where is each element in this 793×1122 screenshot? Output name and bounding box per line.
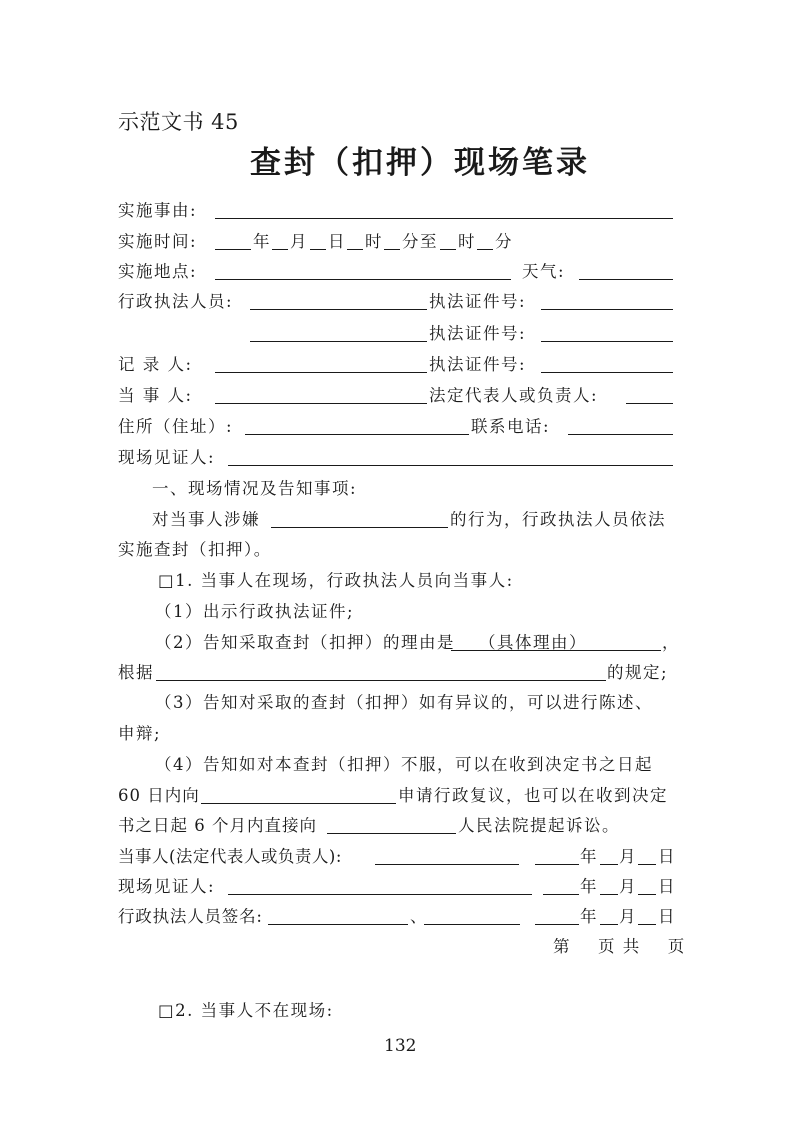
item-4-cont: 书之日起 6 个月内直接向 bbox=[118, 816, 317, 835]
month-unit: 月 bbox=[619, 877, 637, 896]
officer-signature-2-field[interactable] bbox=[424, 924, 520, 925]
page-title: 查封（扣押）现场笔录 bbox=[250, 145, 590, 181]
time-end-hour-field[interactable] bbox=[440, 249, 456, 250]
item-2-basis: 根据 bbox=[118, 663, 154, 682]
place-field[interactable] bbox=[215, 279, 511, 280]
cert-label: 执法证件号: bbox=[429, 355, 527, 374]
witness-field[interactable] bbox=[228, 465, 673, 466]
phone-field[interactable] bbox=[568, 434, 673, 435]
item-2-rule: 的规定; bbox=[607, 663, 669, 682]
legal-basis-field[interactable] bbox=[156, 680, 606, 681]
officer-signature-1-field[interactable] bbox=[268, 924, 408, 925]
year-unit: 年 bbox=[580, 847, 598, 866]
party-sig-day-field[interactable] bbox=[638, 864, 656, 865]
document-label: 示范文书 45 bbox=[118, 110, 239, 134]
officer-label: 行政执法人员: bbox=[118, 292, 234, 311]
party-sig-month-field[interactable] bbox=[600, 864, 618, 865]
item-4-cont: 申请行政复议，也可以在收到决定 bbox=[398, 786, 668, 805]
time-unit: 日 bbox=[328, 232, 346, 251]
recorder-label: 记 录 人: bbox=[118, 355, 193, 374]
year-unit: 年 bbox=[580, 877, 598, 896]
para1-text: 对当事人涉嫌 bbox=[152, 510, 260, 529]
para1-text: 的行为，行政执法人员依法 bbox=[450, 510, 666, 529]
officer-sig-year-field[interactable] bbox=[535, 924, 579, 925]
time-unit: 时 bbox=[365, 232, 383, 251]
page-number: 132 bbox=[384, 1036, 417, 1056]
day-unit: 日 bbox=[658, 847, 676, 866]
recorder-cert-field[interactable] bbox=[541, 372, 673, 373]
option-2-party-absent[interactable]: □2. 当事人不在现场: bbox=[158, 1001, 334, 1020]
officer-sig-day-field[interactable] bbox=[638, 924, 656, 925]
officer-1-cert-field[interactable] bbox=[541, 309, 673, 310]
reason-label: 实施事由: bbox=[118, 201, 198, 220]
reason-fill-field[interactable] bbox=[451, 633, 661, 651]
time-unit: 时 bbox=[458, 232, 476, 251]
officer-signature-label: 行政执法人员签名: bbox=[118, 907, 263, 926]
party-label: 当 事 人: bbox=[118, 386, 193, 405]
item-4: （4）告知如对本查封（扣押）不服，可以在收到决定书之日起 bbox=[155, 755, 653, 774]
time-unit: 分 bbox=[495, 232, 513, 251]
month-unit: 月 bbox=[619, 847, 637, 866]
item-2-comma: ， bbox=[662, 633, 680, 652]
item-1: （1）出示行政执法证件; bbox=[155, 602, 355, 621]
time-month-field[interactable] bbox=[272, 249, 288, 250]
address-field[interactable] bbox=[245, 434, 469, 435]
recorder-field[interactable] bbox=[215, 372, 427, 373]
witness-sig-year-field[interactable] bbox=[543, 894, 579, 895]
party-field[interactable] bbox=[215, 403, 427, 404]
month-unit: 月 bbox=[619, 907, 637, 926]
address-label: 住所（住址）: bbox=[118, 417, 234, 436]
item-3-cont: 申辩; bbox=[118, 724, 162, 743]
time-hour-field[interactable] bbox=[347, 249, 363, 250]
time-unit: 年 bbox=[253, 232, 271, 251]
reason-field[interactable] bbox=[215, 218, 673, 219]
officer-2-cert-field[interactable] bbox=[541, 341, 673, 342]
suspected-act-field[interactable] bbox=[271, 527, 448, 528]
time-year-field[interactable] bbox=[215, 249, 251, 250]
party-signature-field[interactable] bbox=[375, 864, 519, 865]
section-heading: 一、现场情况及告知事项: bbox=[152, 479, 358, 498]
page-of-pages: 第 页 共 页 bbox=[553, 937, 686, 956]
year-unit: 年 bbox=[580, 907, 598, 926]
weather-label: 天气: bbox=[522, 262, 566, 281]
signature-separator: 、 bbox=[410, 907, 428, 926]
officer-sig-month-field[interactable] bbox=[600, 924, 618, 925]
item-3: （3）告知对采取的查封（扣押）如有异议的，可以进行陈述、 bbox=[155, 693, 653, 712]
para1-text: 实施查封（扣押）。 bbox=[118, 540, 272, 559]
phone-label: 联系电话: bbox=[471, 417, 551, 436]
witness-label: 现场见证人: bbox=[118, 448, 216, 467]
time-unit: 分至 bbox=[402, 232, 438, 251]
officer-1-field[interactable] bbox=[250, 309, 427, 310]
time-label: 实施时间: bbox=[118, 232, 198, 251]
party-sig-year-field[interactable] bbox=[535, 864, 579, 865]
item-4-cont: 人民法院提起诉讼。 bbox=[458, 816, 620, 835]
reason-placeholder: （具体理由） bbox=[479, 633, 587, 652]
day-unit: 日 bbox=[658, 877, 676, 896]
legal-rep-label: 法定代表人或负责人: bbox=[429, 386, 599, 405]
witness-signature-label: 现场见证人: bbox=[118, 877, 216, 896]
item-2: （2）告知采取查封（扣押）的理由是 bbox=[155, 633, 455, 652]
cert-label: 执法证件号: bbox=[429, 292, 527, 311]
court-field[interactable] bbox=[327, 833, 456, 834]
legal-rep-field[interactable] bbox=[626, 403, 673, 404]
witness-sig-day-field[interactable] bbox=[638, 894, 656, 895]
officer-2-field[interactable] bbox=[250, 341, 427, 342]
time-minute-field[interactable] bbox=[384, 249, 400, 250]
time-day-field[interactable] bbox=[310, 249, 326, 250]
weather-field[interactable] bbox=[579, 279, 673, 280]
review-authority-field[interactable] bbox=[201, 803, 396, 804]
party-signature-label: 当事人(法定代表人或负责人): bbox=[118, 847, 342, 866]
time-unit: 月 bbox=[290, 232, 308, 251]
option-1-party-present[interactable]: □1. 当事人在现场，行政执法人员向当事人: bbox=[158, 571, 514, 590]
witness-signature-field[interactable] bbox=[228, 894, 532, 895]
day-unit: 日 bbox=[658, 907, 676, 926]
place-label: 实施地点: bbox=[118, 262, 198, 281]
witness-sig-month-field[interactable] bbox=[600, 894, 618, 895]
time-end-minute-field[interactable] bbox=[477, 249, 493, 250]
cert-label: 执法证件号: bbox=[429, 324, 527, 343]
item-4-cont: 60 日内向 bbox=[118, 786, 200, 805]
